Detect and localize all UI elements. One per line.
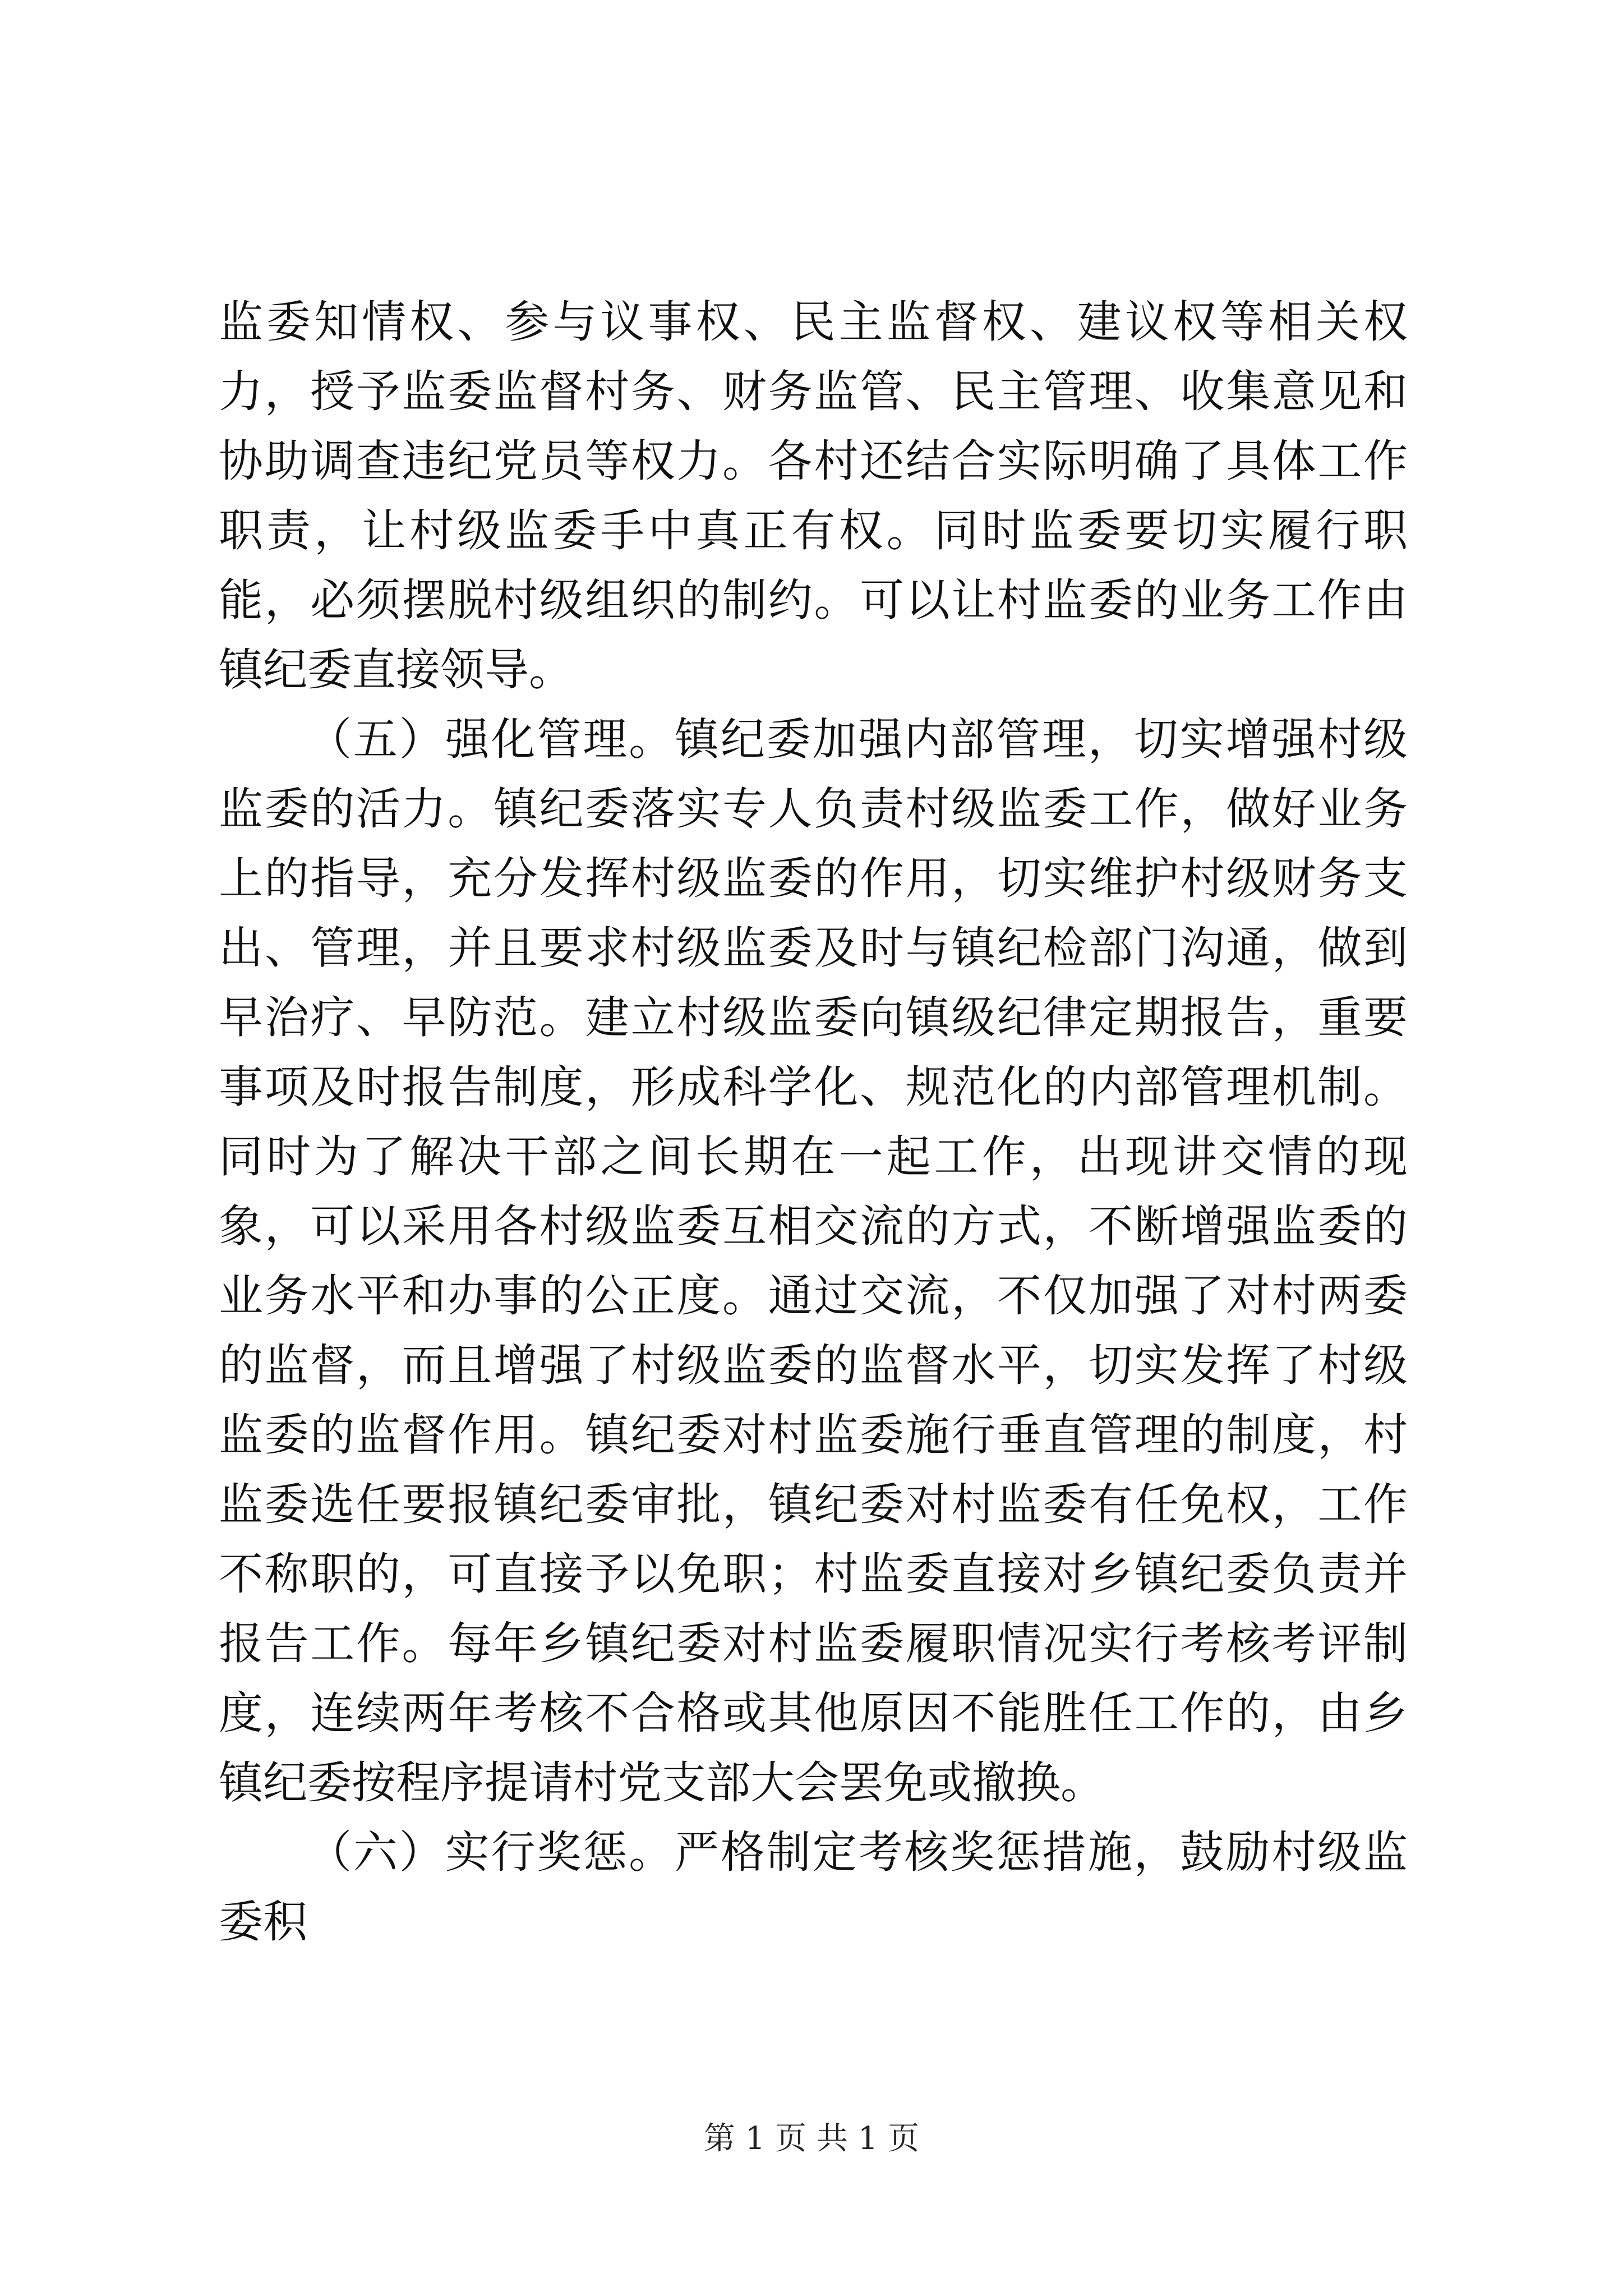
- page-footer: 第 1 页 共 1 页: [703, 2120, 920, 2157]
- paragraph-1: 监委知情权、参与议事权、民主监督权、建议权等相关权力，授予监委监督村务、财务监管、民主管理、收集意见和协助调查违纪党员等权力。各村还结合实际明确了具体工作职责，让村级监委手中真正有权。同时监委要切实履行职能，必须摆脱村级组织的制约。可以让村监委的业务工作由镇纪委直接领导。: [219, 296, 1408, 696]
- paragraph-2: （五）强化管理。镇纪委加强内部管理，切实增强村级监委的活力。镇纪委落实专人负责村级监委工作，做好业务上的指导，充分发挥村级监委的作用，切实维护村级财务支出、管理，并且要求村级监委及时与镇纪检部门沟通，做到早治疗、早防范。建立村级监委向镇级纪律定期报告，重要事项及时报告制度，形成科学化、规范化的内部管理机制。同时为了解决干部之间长期在一起工作，出现讲交情的现象，可以采用各村级监委互相交流的方式，不断增强监委的业务水平和办事的公正度。通过交流，不仅加强了对村两委的监督，而且增强了村级监委的监督水平，切实发挥了村级监委的监督作用。镇纪委对村监委施行垂直管理的制度，村监委选任要报镇纪委审批，镇纪委对村监委有任免权，工作不称职的，可直接予以免职；村监委直接对乡镇纪委负责并报告工作。每年乡镇纪委对村监委履职情况实行考核考评制度，连续两年考核不合格或其他原因不能胜任工作的，由乡镇纪委按程序提请村党支部大会罢免或撤换。: [219, 714, 1408, 1809]
- document-body: [219, 287, 1408, 1957]
- paragraph-3: （六）实行奖惩。严格制定考核奖惩措施，鼓励村级监委积: [219, 1826, 1408, 1948]
